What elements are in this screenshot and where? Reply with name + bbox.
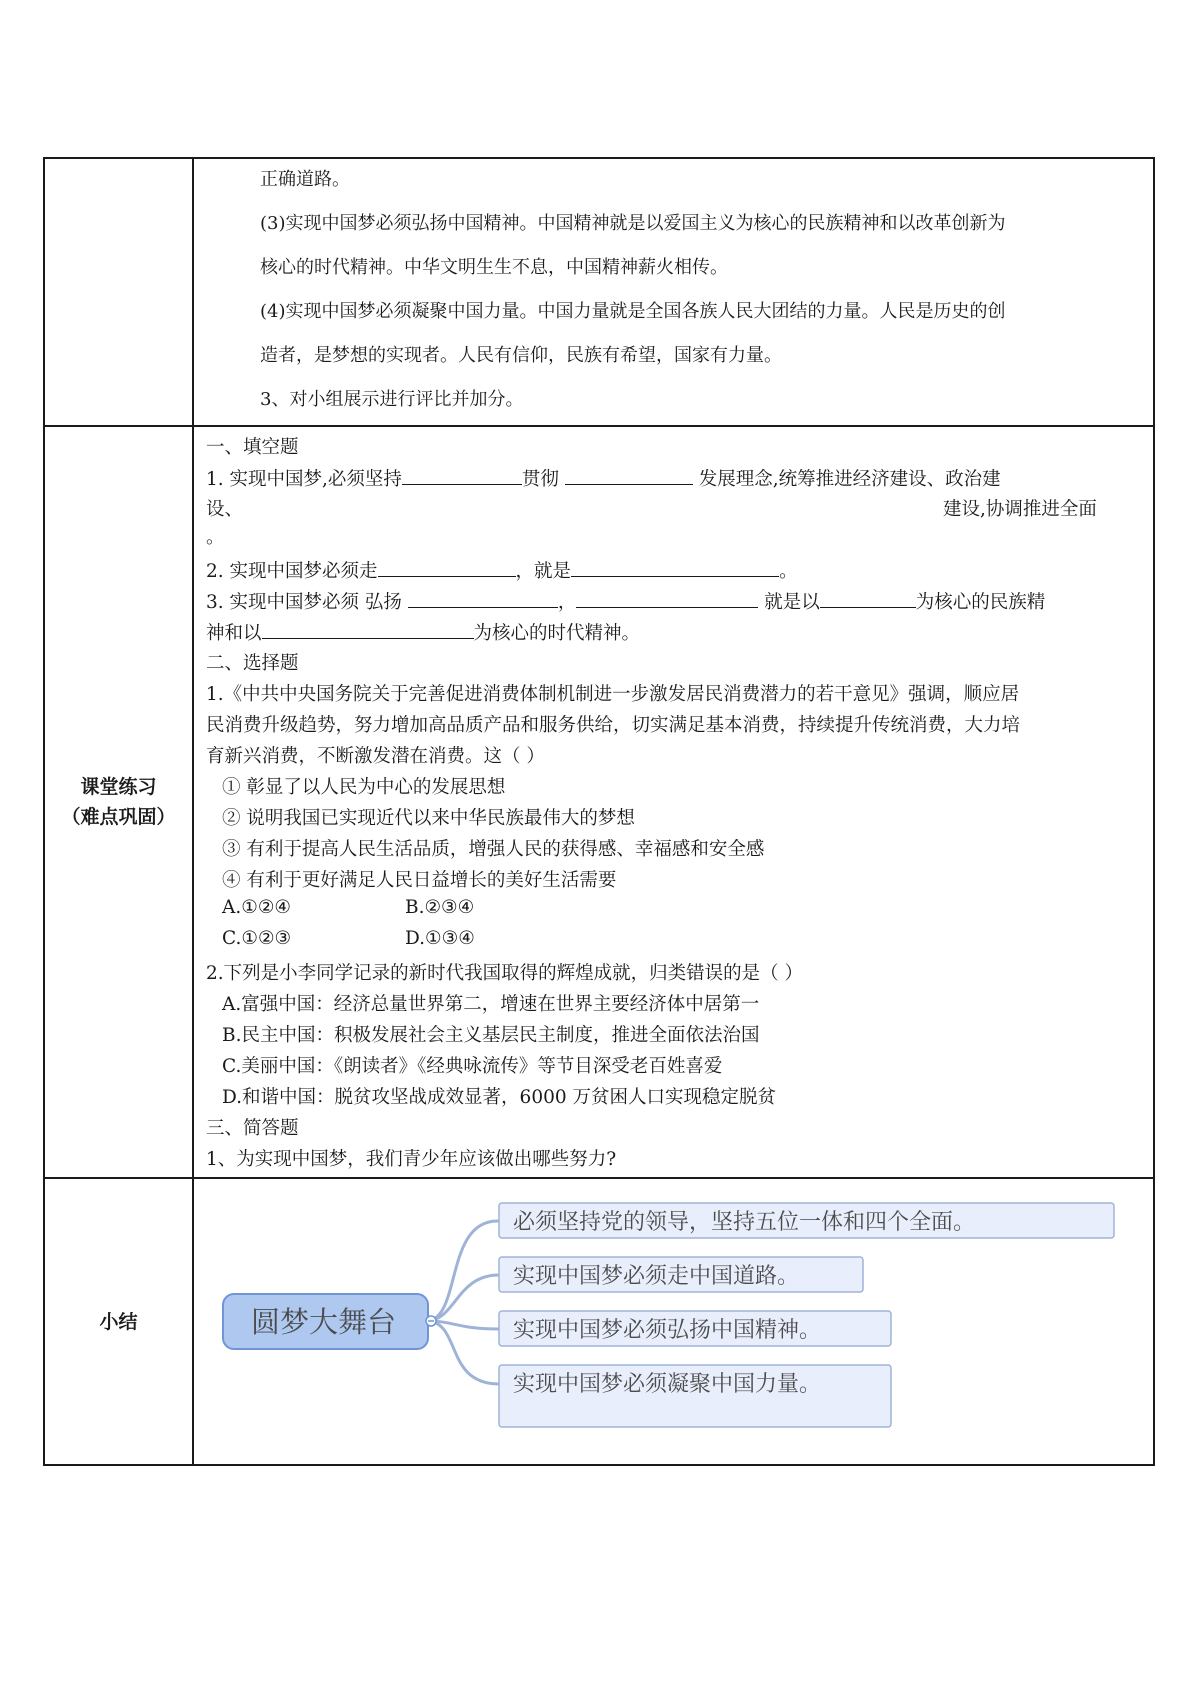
mc2-option[interactable]: B.民主中国：积极发展社会主义基层民主制度，推进全面依法治国 <box>222 1025 760 1046</box>
blank[interactable] <box>565 464 693 485</box>
mc1-option-d[interactable]: D.①③④ <box>405 928 475 949</box>
question-1 <box>206 464 1001 491</box>
row-steps <box>44 158 1154 426</box>
section-short-answer: 三、简答题 <box>206 1118 299 1139</box>
connector <box>426 1275 499 1321</box>
mc1-statement: ③ 有利于提高人民生活品质，增强人民的获得感、幸福感和安全感 <box>222 839 765 860</box>
q1-text-e: 建设,协调推进全面 <box>943 499 1097 520</box>
text-line: 核心的时代精神。中华文明生生不息，中国精神薪火相传。 <box>260 257 728 278</box>
central-node-label: 圆梦大舞台 <box>251 1305 397 1339</box>
question-3 <box>206 587 1045 614</box>
row-summary <box>44 1178 1154 1465</box>
mc1-line: 育新兴消费，不断激发潜在消费。这（ ） <box>206 746 545 767</box>
section-multiple-choice: 二、选择题 <box>206 653 299 674</box>
text-line: (4)实现中国梦必须凝聚中国力量。中国力量就是全国各族人民大团结的力量。人民是历史的创 <box>260 301 1006 322</box>
q1-text-f: 。 <box>206 527 225 548</box>
section-fill-blank: 一、填空题 <box>206 437 299 458</box>
q1-text-a: 1. 实现中国梦,必须坚持 <box>206 469 402 490</box>
text-line: 正确道路。 <box>260 169 350 190</box>
exercise-label-line2: （难点巩固） <box>61 806 176 828</box>
blank[interactable] <box>262 618 474 639</box>
mc2-option[interactable]: A.富强中国：经济总量世界第二，增速在世界主要经济体中居第一 <box>222 994 760 1015</box>
q3-text-c: 就是以 <box>764 592 820 613</box>
q3-text-f: 为核心的时代精神。 <box>473 623 641 644</box>
mc2-option[interactable]: C.美丽中国：《朗读者》《经典咏流传》等节目深受老百姓喜爱 <box>222 1056 723 1077</box>
short-answer-question: 1、为实现中国梦，我们青少年应该做出哪些努力? <box>206 1149 617 1170</box>
row1-label <box>44 158 193 426</box>
row1-content <box>193 158 1154 426</box>
branch-label: 实现中国梦必须弘扬中国精神。 <box>513 1318 822 1343</box>
mc1-statement: ② 说明我国已实现近代以来中华民族最伟大的梦想 <box>222 808 635 829</box>
blank[interactable] <box>378 556 516 577</box>
mc1-option-b[interactable]: B.②③④ <box>405 897 475 918</box>
q2-text-c: 。 <box>779 561 798 582</box>
mc1-line: 民消费升级趋势，努力增加高品质产品和服务供给，切实满足基本消费，持续提升传统消费，大力培 <box>206 715 1021 736</box>
question-2 <box>206 556 798 583</box>
q3-text-e: 神和以 <box>206 623 262 644</box>
exercise-label <box>44 426 193 1178</box>
mc2-line: 2.下列是小李同学记录的新时代我国取得的辉煌成就，归类错误的是（ ） <box>206 963 804 984</box>
exercise-label-line1: 课堂练习 <box>80 776 157 798</box>
summary-label: 小结 <box>44 1178 193 1465</box>
lesson-table <box>43 157 1155 1466</box>
row-exercise <box>44 426 1154 1178</box>
q3-text-d: 为核心的民族精 <box>915 592 1046 613</box>
blank[interactable] <box>402 464 522 485</box>
blank[interactable] <box>576 587 758 608</box>
blank[interactable] <box>571 556 779 577</box>
text-line: 3、对小组展示进行评比并加分。 <box>260 389 524 410</box>
connector <box>426 1321 499 1384</box>
blank[interactable] <box>408 587 558 608</box>
mind-map <box>194 1179 1154 1464</box>
mc2-option[interactable]: D.和谐中国：脱贫攻坚战成效显著，6000 万贫困人口实现稳定脱贫 <box>222 1087 777 1108</box>
q1-text-b: 贯彻 <box>521 469 559 490</box>
summary-content <box>193 1178 1154 1465</box>
mc1-option-a[interactable]: A.①②④ <box>222 897 291 918</box>
mc1-statement: ① 彰显了以人民为中心的发展思想 <box>222 777 506 798</box>
q3-text-b: ， <box>557 592 577 613</box>
question-3-cont <box>206 618 640 645</box>
blank[interactable] <box>820 587 916 608</box>
branch-label: 实现中国梦必须凝聚中国力量。 <box>513 1372 822 1397</box>
connector <box>426 1221 499 1321</box>
text-line: 造者，是梦想的实现者。人民有信仰，民族有希望，国家有力量。 <box>260 345 782 366</box>
mc1-line: 1.《中共中央国务院关于完善促进消费体制机制进一步激发居民消费潜力的若干意见》强调，顺应居 <box>206 684 1020 705</box>
text-line: (3)实现中国梦必须弘扬中国精神。中国精神就是以爱国主义为核心的民族精神和以改革创新为 <box>260 213 1006 234</box>
q3-text-a: 3. 实现中国梦必须 弘扬 <box>206 592 402 613</box>
q1-text-d: 设、 <box>206 499 244 520</box>
mc1-statement: ④ 有利于更好满足人民日益增长的美好生活需要 <box>222 870 617 891</box>
branch-label: 实现中国梦必须走中国道路。 <box>513 1264 800 1289</box>
q2-text-a: 2. 实现中国梦必须走 <box>206 561 378 582</box>
q1-text-c: 发展理念,统筹推进经济建设、政治建 <box>698 469 1001 490</box>
branch-label: 必须坚持党的领导，坚持五位一体和四个全面。 <box>513 1210 976 1235</box>
q2-text-b: ，就是 <box>515 561 572 582</box>
mc1-option-c[interactable]: C.①②③ <box>222 928 292 949</box>
exercise-content <box>193 426 1154 1178</box>
